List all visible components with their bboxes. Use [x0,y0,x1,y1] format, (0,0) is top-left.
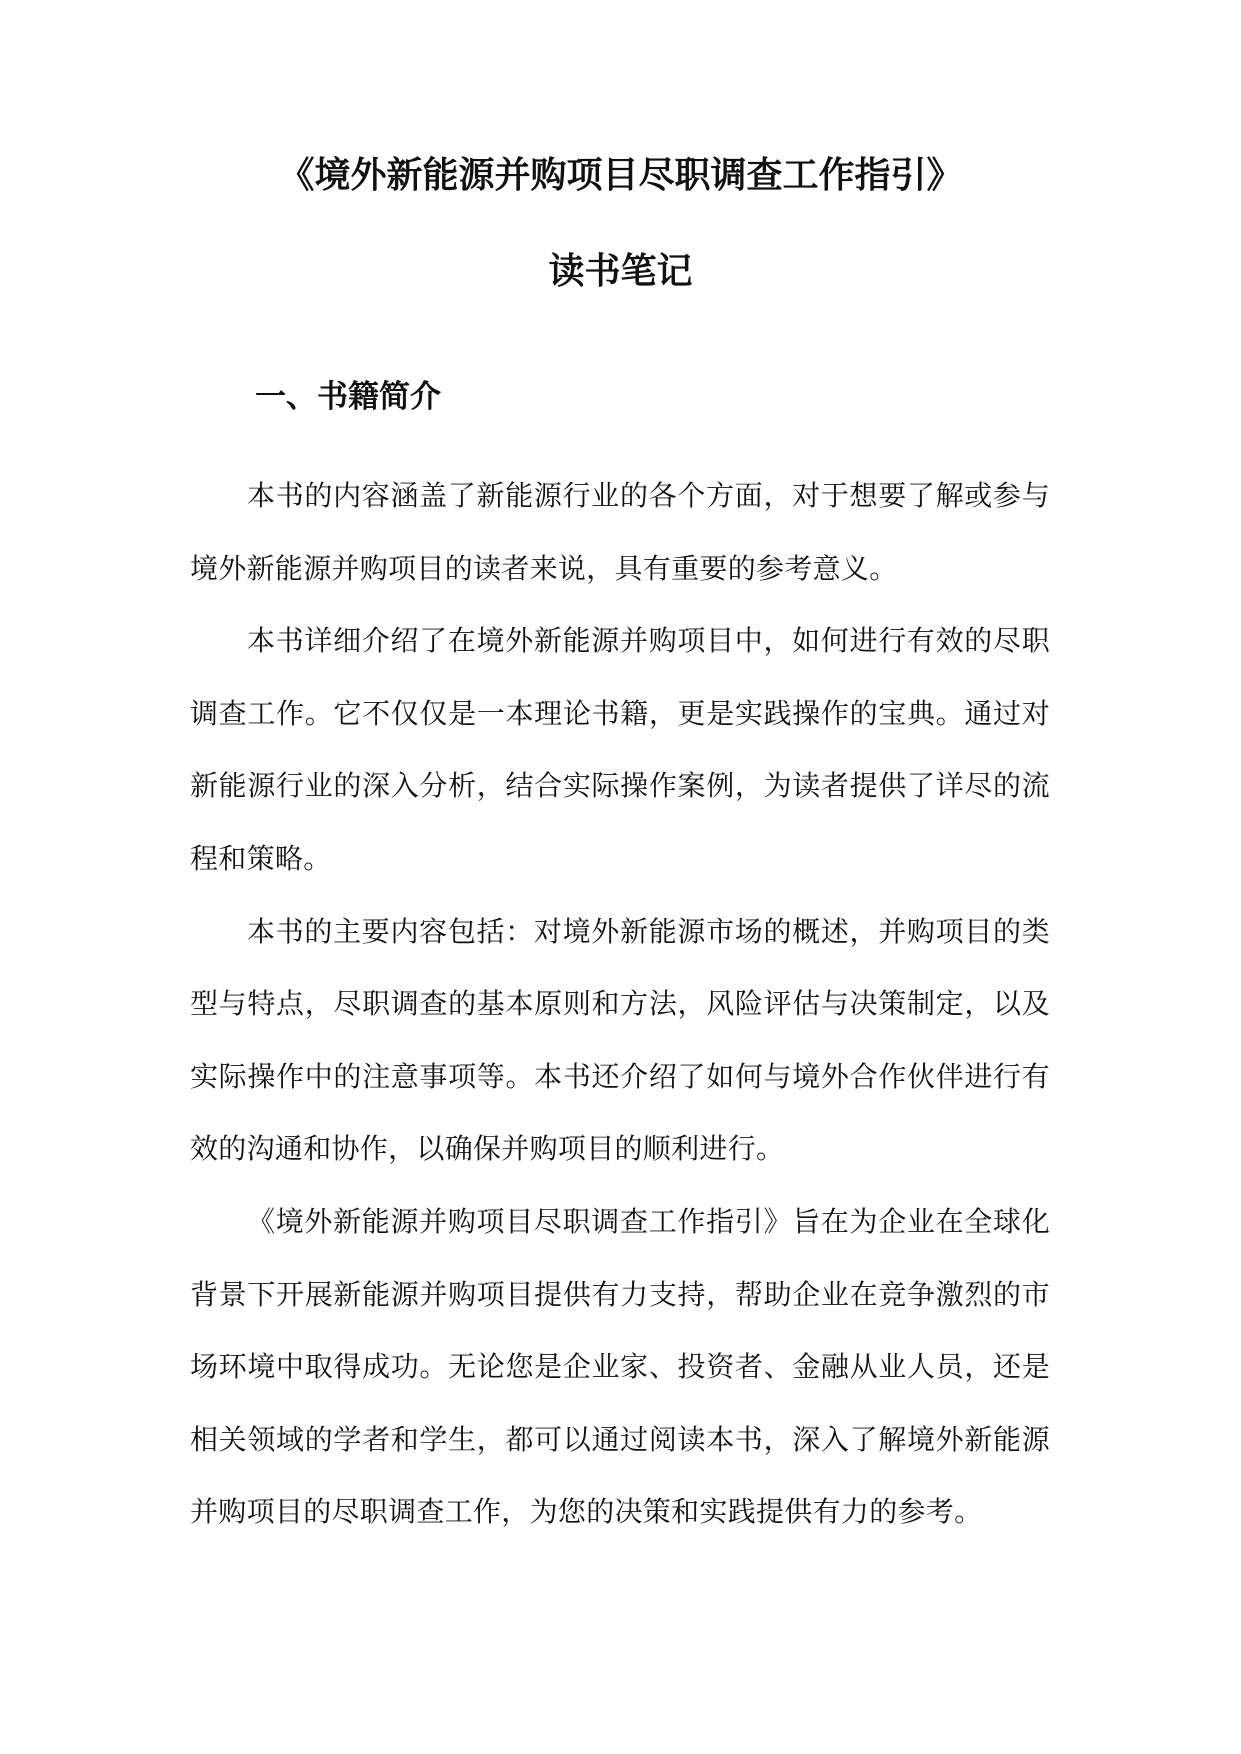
paragraph: 本书详细介绍了在境外新能源并购项目中，如何进行有效的尽职调查工作。它不仅仅是一本理论书籍，更是实践操作的宝典。通过对新能源行业的深入分析，结合实际操作案例，为读者提供了详尽的流程和策略。 [190,624,1050,875]
section-heading: 一、书籍简介 [255,379,441,415]
section-body [190,460,1050,1549]
paragraph: 本书的主要内容包括：对境外新能源市场的概述，并购项目的类型与特点，尽职调查的基本原则和方法，风险评估与决策制定，以及实际操作中的注意事项等。本书还介绍了如何与境外合作伙伴进行有效的沟通和协作，以确保并购项目的顺利进行。 [190,914,1050,1166]
paragraph: 《境外新能源并购项目尽职调查工作指引》旨在为企业在全球化背景下开展新能源并购项目提供有力支持，帮助企业在竞争激烈的市场环境中取得成功。无论您是企业家、投资者、金融从业人员，还是相关领域的学者和学生，都可以通过阅读本书，深入了解境外新能源并购项目的尽职调查工作，为您的决策和实践提供有力的参考。 [190,1204,1050,1529]
paragraph: 本书的内容涵盖了新能源行业的各个方面，对于想要了解或参与境外新能源并购项目的读者来说，具有重要的参考意义。 [190,479,1050,585]
document-subtitle: 读书笔记 [548,251,693,292]
document-title: 《境外新能源并购项目尽职调查工作指引》 [278,155,963,196]
